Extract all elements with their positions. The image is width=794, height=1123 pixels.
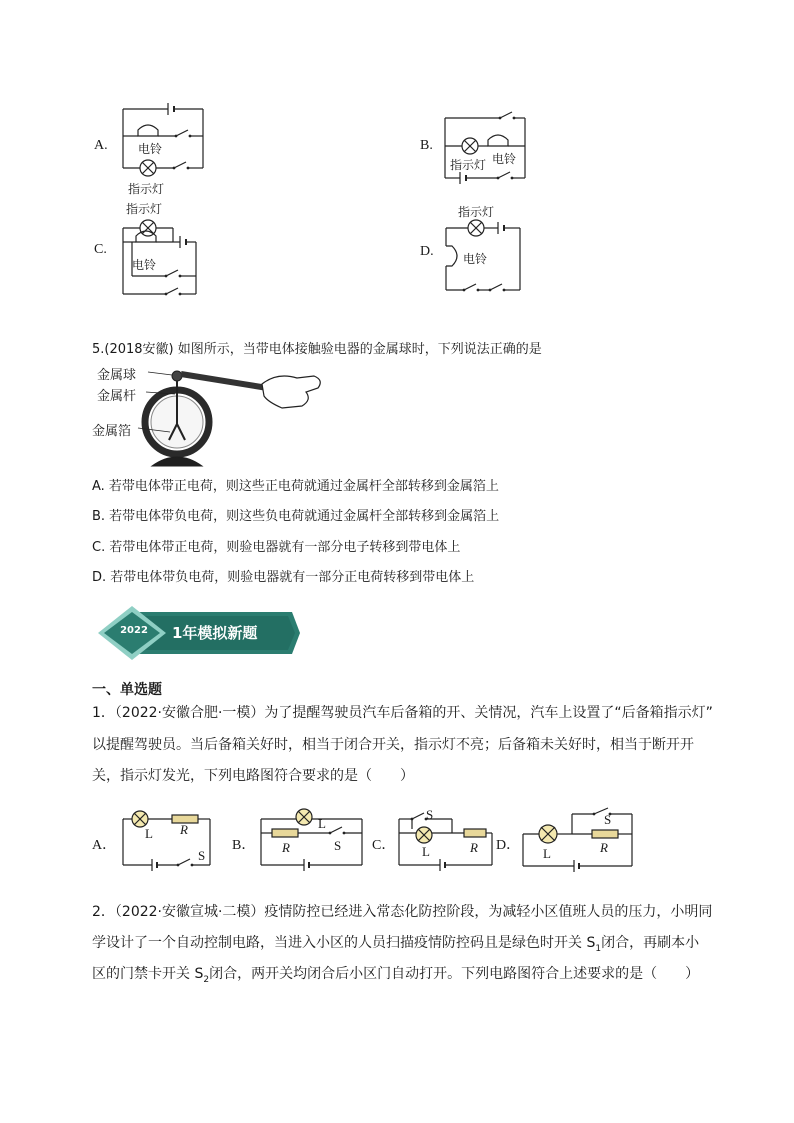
q1-option-a-letter[interactable]: A． [92,838,117,853]
q1-a-S: S [198,848,206,863]
q1-option-b-circuit [258,803,368,873]
q2-line-2-pre: 学设计了一个自动控制电路，当进入小区的人员扫描疫情防控码且是绿色时开关 S [92,935,596,951]
q1-line-2: 以提醒驾驶员。当后备箱关好时，相当于闭合开关，指示灯不亮；后备箱未关好时，相当于断开开 [92,737,694,753]
q4-option-b-letter[interactable]: B. [420,138,433,153]
q1-c-S: S [426,807,434,822]
q1-b-R: R [282,840,290,855]
q1-b-L: L [318,816,326,831]
q1-option-c-circuit [396,803,496,873]
q1-line-3: 关，指示灯发光，下列电路图符合要求的是（ ） [92,768,414,784]
q4-d-bell-label: 电铃 [463,252,488,266]
q1-d-R: R [600,840,608,855]
banner-year: 2022 [120,625,148,636]
q2-line-2-post: 闭合，再刷本小 [601,935,700,951]
q4-a-lamp-label: 指示灯 [128,182,165,196]
q2-line-2 [92,932,699,960]
q4-c-lamp-label: 指示灯 [126,202,163,216]
q5-option-c[interactable]: C. 若带电体带正电荷，则验电器就有一部分电子转移到带电体上 [92,540,461,555]
q1-b-S: S [334,838,342,853]
q2-s2-subscript: 2 [203,974,210,985]
q4-b-bell-label: 电铃 [492,152,517,166]
fig-label-foil: 金属箔 [92,424,132,439]
q2-line-3 [92,963,699,991]
q4-d-lamp-label: 指示灯 [458,205,495,219]
q1-option-c-letter[interactable]: C． [372,838,396,853]
q5-option-b[interactable]: B. 若带电体带负电荷，则这些负电荷就通过金属杆全部转移到金属箔上 [92,509,500,524]
q4-option-a-letter[interactable]: A. [94,138,108,153]
fig-label-ball: 金属球 [97,368,137,383]
q4-c-bell-label: 电铃 [132,258,157,272]
q1-d-S: S [604,812,612,827]
q5-option-d[interactable]: D. 若带电体带负电荷，则验电器就有一部分正电荷转移到带电体上 [92,570,475,585]
q1-option-d-circuit [520,800,640,875]
q2-s1-subscript: 1 [595,943,602,954]
q1-a-R: R [180,822,188,837]
q4-b-lamp-label: 指示灯 [450,158,487,172]
q4-option-c-letter[interactable]: C. [94,242,107,257]
q1-line-1: 1．（2022·安徽合肥·一模）为了提醒驾驶员汽车后备箱的开、关情况，汽车上设置了“后备箱指示灯” [92,705,713,721]
q1-option-b-letter[interactable]: B． [232,838,256,853]
fig-label-rod: 金属杆 [97,389,137,404]
q1-d-L: L [543,846,551,861]
banner-title: 1年模拟新题 [172,624,258,642]
q4-a-bell-label: 电铃 [138,142,163,156]
q2-line-1: 2．（2022·安徽宣城·二模）疫情防控已经进入常态化防控阶段，为减轻小区值班人员的压力，小明同 [92,904,713,920]
q4-option-d-letter[interactable]: D. [420,244,434,259]
q1-c-R: R [470,840,478,855]
q1-c-L: L [422,844,430,859]
section-title: 一、单选题 [92,682,162,698]
q2-line-3-pre: 区的门禁卡开关 S [92,966,204,982]
q1-option-d-letter[interactable]: D． [496,838,521,853]
q5-option-a[interactable]: A. 若带电体带正电荷，则这些正电荷就通过金属杆全部转移到金属箔上 [92,479,499,494]
q2-line-3-post: 闭合，两开关均闭合后小区门自动打开。下列电路图符合上述要求的是（ ） [209,966,700,982]
q1-a-L: L [145,826,153,841]
q4-option-b-circuit [440,100,540,190]
section-banner [92,606,302,660]
q5-stem: 5.(2018安徽) 如图所示，当带电体接触验电器的金属球时，下列说法正确的是 [92,342,542,357]
